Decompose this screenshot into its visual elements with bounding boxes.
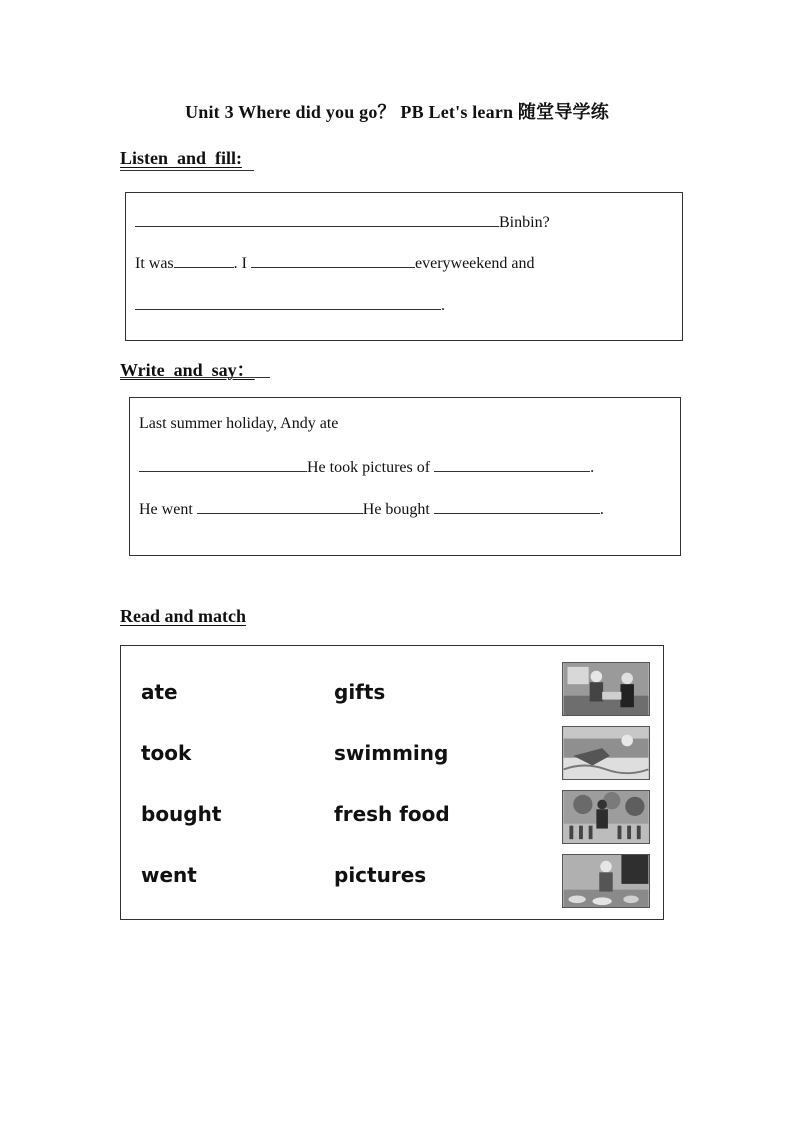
listen-line-1: Binbin?: [135, 211, 550, 233]
match-left-word[interactable]: went: [141, 863, 197, 887]
listen-line-2: It was . I everyweekend and: [135, 252, 534, 274]
match-right-word[interactable]: fresh food: [334, 802, 450, 826]
match-left-word[interactable]: bought: [141, 802, 222, 826]
write-say-heading: Write and say：: [120, 360, 255, 380]
blank[interactable]: [174, 252, 234, 268]
listen-line-3: .: [135, 294, 445, 316]
listen-fill-heading: Listen and fill:: [120, 148, 243, 168]
blank[interactable]: [197, 498, 363, 514]
match-left-word[interactable]: took: [141, 741, 192, 765]
blank[interactable]: [139, 456, 307, 472]
match-right-word[interactable]: gifts: [334, 680, 386, 704]
blank[interactable]: [135, 211, 499, 227]
photo-picture-icon[interactable]: [562, 790, 650, 844]
shop-picture-icon[interactable]: [562, 662, 650, 716]
read-match-heading: Read and match: [120, 606, 247, 626]
listen-fill-box: [125, 192, 683, 341]
write-line-3: He went He bought .: [139, 498, 604, 520]
write-line-2: He took pictures of .: [139, 456, 594, 478]
blank[interactable]: [434, 456, 590, 472]
blank[interactable]: [135, 294, 441, 310]
blank[interactable]: [251, 252, 415, 268]
match-left-word[interactable]: ate: [141, 680, 178, 704]
heading-rule: [120, 170, 254, 171]
page-title: Unit 3 Where did you go？ PB Let's learn 随堂导学练: [185, 102, 609, 122]
blank[interactable]: [434, 498, 600, 514]
food-picture-icon[interactable]: [562, 854, 650, 908]
write-say-box: [129, 397, 681, 556]
match-right-word[interactable]: pictures: [334, 863, 427, 887]
swimming-picture-icon[interactable]: [562, 726, 650, 780]
match-right-word[interactable]: swimming: [334, 741, 449, 765]
heading-rule: [120, 377, 270, 378]
write-line-1: Last summer holiday, Andy ate: [139, 415, 339, 432]
